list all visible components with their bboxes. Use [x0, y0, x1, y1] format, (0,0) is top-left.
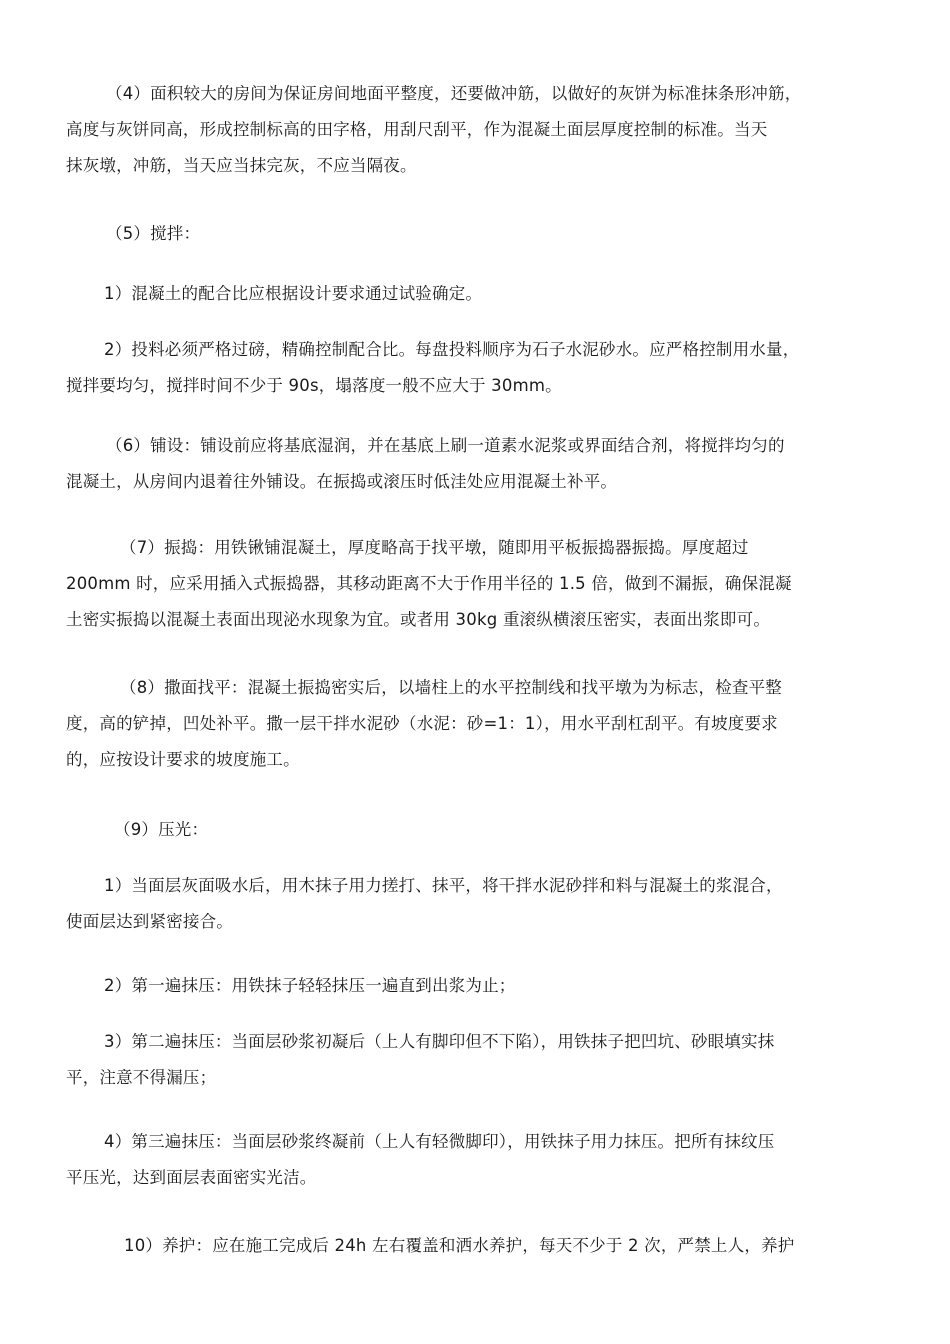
paragraph-line: 高度与灰饼同高，形成控制标高的田字格，用刮尺刮平，作为混凝土面层厚度控制的标准。当天 — [66, 120, 768, 139]
paragraph-line: （9）压光： — [114, 820, 209, 839]
paragraph-step-5 — [66, 216, 892, 252]
paragraph-line: （4）面积较大的房间为保证房间地面平整度，还要做冲筋，以做好的灰饼为标准抹条形冲筋， — [106, 84, 802, 103]
paragraph-step-4 — [66, 76, 892, 184]
paragraph-line: 土密实振捣以混凝土表面出现泌水现象为宜。或者用 30kg 重滚纵横滚压密实，表面出浆即可。 — [66, 610, 771, 629]
paragraph-line: 平压光，达到面层表面密实光洁。 — [66, 1168, 317, 1187]
paragraph-line: 3）第二遍抹压：当面层砂浆初凝后（上人有脚印但不下陷），用铁抹子把凹坑、砂眼填实抹 — [104, 1032, 775, 1051]
paragraph-step-7 — [66, 530, 892, 638]
paragraph-line: （8）撒面找平：混凝土振捣密实后，以墙柱上的水平控制线和找平墩为为标志，检查平整 — [120, 678, 782, 697]
paragraph-line: 200mm 时，应采用插入式振捣器，其移动距离不大于作用半径的 1.5 倍，做到不漏振，确保混凝 — [66, 574, 792, 593]
paragraph-line: 使面层达到紧密接合。 — [66, 912, 233, 931]
paragraph-step-9-item-1 — [66, 868, 892, 940]
paragraph-line: （6）铺设：铺设前应将基底湿润，并在基底上刷一道素水泥浆或界面结合剂，将搅拌均匀的 — [106, 436, 785, 455]
paragraph-step-5-item-2 — [66, 332, 892, 404]
paragraph-line: 搅拌要均匀，搅拌时间不少于 90s，塌落度一般不应大于 30mm。 — [66, 376, 562, 395]
paragraph-line: 2）投料必须严格过磅，精确控制配合比。每盘投料顺序为石子水泥砂水。应严格控制用水量， — [104, 340, 800, 359]
paragraph-line: 1）当面层灰面吸水后，用木抹子用力搓打、抹平，将干拌水泥砂拌和料与混凝土的浆混合， — [104, 876, 783, 895]
paragraph-step-5-item-1 — [66, 276, 892, 312]
paragraph-step-10 — [66, 1228, 892, 1264]
paragraph-line: 混凝土，从房间内退着往外铺设。在振捣或滚压时低洼处应用混凝土补平。 — [66, 472, 618, 491]
paragraph-step-9 — [66, 812, 892, 848]
paragraph-step-9-item-2 — [66, 968, 892, 1004]
paragraph-line: 度，高的铲掉，凹处补平。撒一层干拌水泥砂（水泥：砂=1：1），用水平刮杠刮平。有坡度要求 — [66, 714, 778, 733]
paragraph-step-9-item-3 — [66, 1024, 892, 1096]
paragraph-line: 2）第一遍抹压：用铁抹子轻轻抹压一遍直到出浆为止； — [104, 976, 516, 995]
paragraph-line: 抹灰墩，冲筋，当天应当抹完灰，不应当隔夜。 — [66, 156, 417, 175]
paragraph-line: 1）混凝土的配合比应根据设计要求通过试验确定。 — [104, 284, 483, 303]
paragraph-step-8 — [66, 670, 892, 778]
paragraph-line: 的，应按设计要求的坡度施工。 — [66, 750, 300, 769]
paragraph-line: 4）第三遍抹压：当面层砂浆终凝前（上人有轻微脚印），用铁抹子用力抹压。把所有抹纹压 — [104, 1132, 775, 1151]
paragraph-line: 10）养护：应在施工完成后 24h 左右覆盖和洒水养护，每天不少于 2 次，严禁上人，养护 — [124, 1236, 795, 1255]
paragraph-step-6 — [66, 428, 892, 500]
paragraph-step-9-item-4 — [66, 1124, 892, 1196]
paragraph-line: 平，注意不得漏压； — [66, 1068, 217, 1087]
paragraph-line: （7）振捣：用铁锹铺混凝土，厚度略高于找平墩，随即用平板振捣器振捣。厚度超过 — [120, 538, 749, 557]
paragraph-line: （5）搅拌： — [106, 224, 201, 243]
